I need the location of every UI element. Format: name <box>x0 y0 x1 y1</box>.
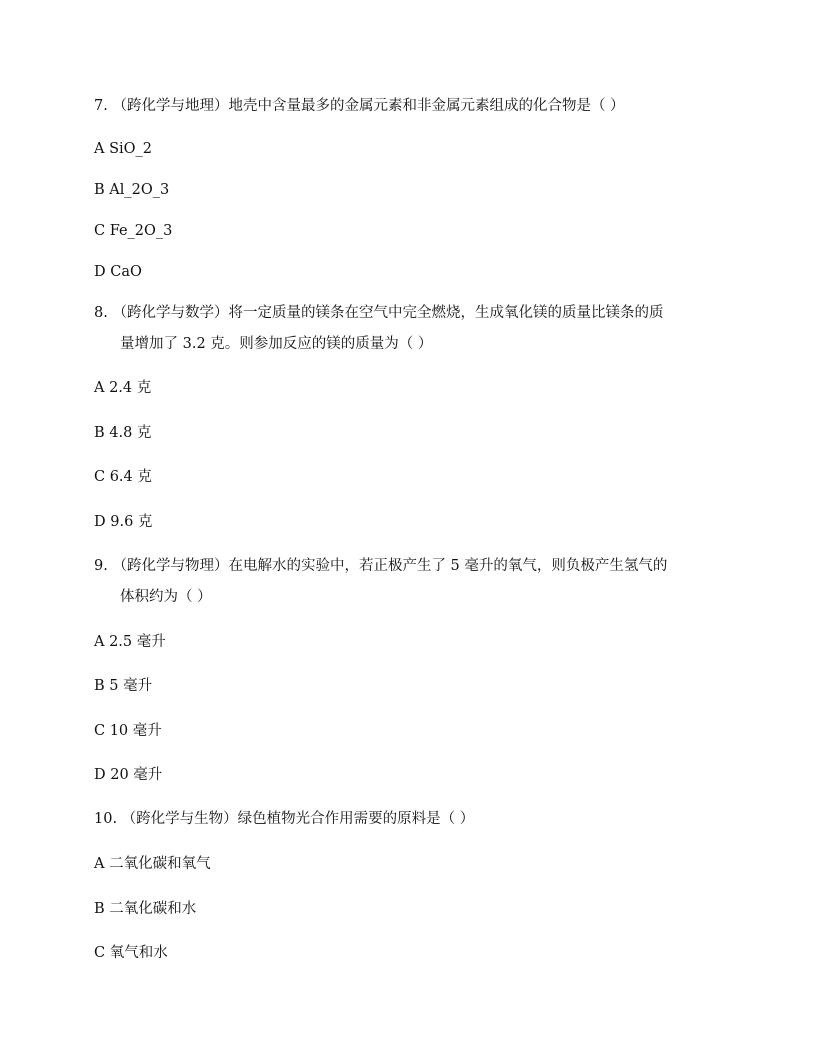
question-9-stem: 9. （跨化学与物理）在电解水的实验中，若正极产生了 5 毫升的氧气，则负极产生氢气的 <box>94 558 668 574</box>
question-9-option-b: B 5 毫升 <box>94 678 153 694</box>
question-7-stem: 7. （跨化学与地理）地壳中含量最多的金属元素和非金属元素组成的化合物是（ ） <box>94 98 625 114</box>
question-7-option-c: C Fe_2O_3 <box>94 223 173 239</box>
question-7-option-d: D CaO <box>94 264 142 280</box>
question-10-option-b: B 二氧化碳和水 <box>94 901 197 917</box>
question-9-option-a: A 2.5 毫升 <box>94 634 166 650</box>
question-8-option-c: C 6.4 克 <box>94 469 152 485</box>
question-8-stem-continued: 量增加了 3.2 克。则参加反应的镁的质量为（ ） <box>120 336 433 352</box>
question-7-option-a: A SiO_2 <box>94 141 153 157</box>
question-10-option-a: A 二氧化碳和氧气 <box>94 856 211 872</box>
question-8-option-b: B 4.8 克 <box>94 425 152 441</box>
question-9-stem-continued: 体积约为（ ） <box>120 589 212 605</box>
question-8-stem: 8. （跨化学与数学）将一定质量的镁条在空气中完全燃烧，生成氧化镁的质量比镁条的质 <box>94 305 664 321</box>
question-10-stem: 10. （跨化学与生物）绿色植物光合作用需要的原料是（ ） <box>94 811 475 827</box>
question-10-option-c: C 氧气和水 <box>94 945 168 961</box>
question-8-option-d: D 9.6 克 <box>94 514 153 530</box>
question-9-option-d: D 20 毫升 <box>94 767 163 783</box>
question-8-option-a: A 2.4 克 <box>94 380 152 396</box>
question-9-option-c: C 10 毫升 <box>94 723 162 739</box>
question-7-option-b: B Al_2O_3 <box>94 182 170 198</box>
